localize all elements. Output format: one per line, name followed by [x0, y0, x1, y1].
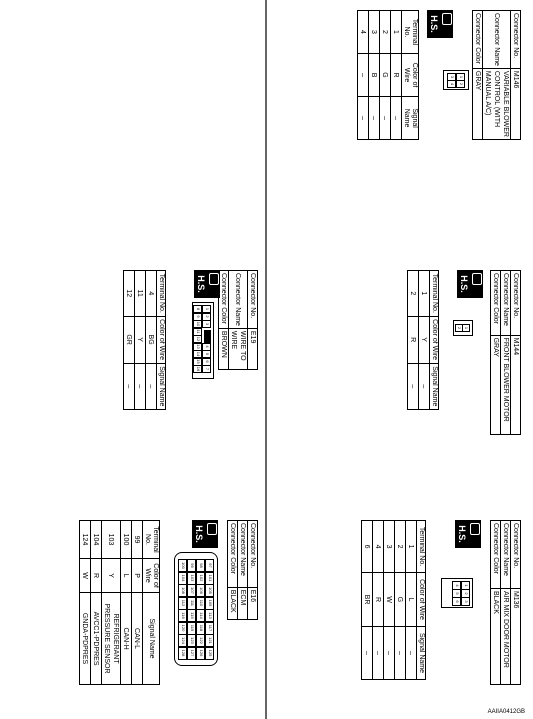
- m144-color-label: Connector Color: [491, 271, 501, 336]
- table-row: 6 BR –: [362, 521, 373, 680]
- e16-pin: 101: [205, 572, 214, 585]
- e16-pin: 100: [178, 559, 187, 572]
- table-row: 2 G –: [380, 11, 391, 140]
- e16-pin: 123: [187, 634, 196, 647]
- e16-pin: 114: [196, 609, 205, 622]
- e19-hs-icon: H.S.: [194, 270, 220, 298]
- e16-pin: 108: [178, 584, 187, 597]
- e19-pin: 4: [202, 343, 211, 351]
- m144-name: FRONT BLOWER MOTOR: [501, 335, 511, 434]
- e19-key: [204, 330, 211, 344]
- col-signal: Signal Name: [143, 593, 160, 685]
- e19-header-table: [218, 270, 258, 370]
- m144-hs-icon: H.S.: [457, 270, 483, 298]
- col-color: Color of Wire: [143, 559, 160, 593]
- figure-code: AAIIA0412GB: [487, 709, 525, 715]
- e19-pin: 12: [193, 335, 202, 343]
- m144-no: M144: [511, 335, 521, 434]
- m144-connector-face: [453, 320, 473, 336]
- e16-color-label: Connector Color: [228, 521, 238, 588]
- e16-pin: 105: [205, 584, 214, 597]
- e16-connector-face: [174, 552, 218, 666]
- m146-color-label: Connector Color: [473, 11, 483, 69]
- m146-name-label: Connector Name: [483, 11, 511, 69]
- col-color: Color of Wire: [417, 573, 426, 627]
- e19-pin: 15: [193, 358, 202, 366]
- e16-pin: 112: [178, 597, 187, 610]
- e16-pin: 125: [205, 647, 214, 660]
- e19-connector-face: [192, 302, 214, 379]
- m136-pin: 2: [461, 589, 470, 598]
- e19-name-label: Connector Name: [229, 271, 248, 329]
- col-signal: Signal Name: [430, 363, 439, 409]
- e16-pin: 127: [187, 647, 196, 660]
- e19-color-label: Connector Color: [219, 271, 229, 329]
- m146-pin: 1: [456, 73, 465, 81]
- m146-name: VARIABLE BLOWER CONTROL (WITH MANUAL A/C): [483, 68, 511, 139]
- e16-pin: 104: [178, 572, 187, 585]
- m144-color: GRAY: [491, 335, 501, 434]
- e16-terminal-table: [79, 520, 160, 685]
- m144-pin: 2: [455, 324, 463, 332]
- table-row: 4 BG –: [146, 271, 157, 410]
- col-signal: Signal Name: [402, 97, 419, 140]
- col-color: Color of Wire: [157, 316, 166, 363]
- m136-pin: 5: [452, 589, 461, 598]
- e19-pin: 11: [193, 328, 202, 336]
- e16-no: E16: [248, 587, 258, 619]
- col-terminal: Terminal No.: [417, 521, 426, 573]
- e19-pin: 14: [193, 350, 202, 358]
- m146-no-label: Connector No.: [511, 11, 521, 69]
- col-terminal: Terminal No.: [430, 271, 439, 317]
- e19-pin: 3: [202, 320, 211, 328]
- m146-hs-icon: H.S.: [427, 10, 453, 38]
- e19-name: WIRE TO WIRE: [229, 328, 248, 369]
- e19-pin: 7: [202, 365, 211, 373]
- e16-no-label: Connector No.: [248, 521, 258, 588]
- m136-terminal-table: [361, 520, 426, 680]
- table-row: 4 R –: [373, 521, 384, 680]
- table-row: 4 – –: [358, 11, 369, 140]
- e16-color: BLACK: [228, 587, 238, 619]
- m136-color: BLACK: [491, 588, 501, 684]
- m136-pin: 4: [452, 581, 461, 590]
- e16-pin: 120: [178, 622, 187, 635]
- connector-m144: [409, 270, 521, 435]
- m136-color-label: Connector Color: [491, 521, 501, 589]
- m146-pin: 4: [447, 80, 456, 88]
- table-row: 1 L –: [406, 521, 417, 680]
- m146-no: M146: [511, 68, 521, 139]
- e19-pin: 9: [193, 313, 202, 321]
- e19-pin: 2: [202, 313, 211, 321]
- col-terminal: Terminal No.: [143, 521, 160, 559]
- connector-e16: [81, 520, 258, 674]
- m144-name-label: Connector Name: [501, 271, 511, 336]
- e19-color: BROWN: [219, 328, 229, 369]
- e16-pin: 128: [178, 647, 187, 660]
- e16-pin: 110: [196, 597, 205, 610]
- m136-pin: 1: [461, 581, 470, 590]
- e16-name: ECM: [238, 587, 248, 619]
- col-color: Color of Wire: [402, 53, 419, 96]
- table-row: 100 L CAN-H: [121, 521, 132, 685]
- m146-header-table: [472, 10, 521, 140]
- m136-hs-icon: H.S.: [455, 520, 481, 548]
- e16-pin: 102: [196, 572, 205, 585]
- connector-m146: [359, 10, 521, 140]
- m144-pin: 1: [462, 324, 470, 332]
- m144-header-table: [490, 270, 521, 435]
- e16-pin: 98: [196, 559, 205, 572]
- m146-pin: 2: [456, 80, 465, 88]
- m144-no-label: Connector No.: [511, 271, 521, 336]
- table-row: 99 P CAN-L: [132, 521, 143, 685]
- m144-terminal-table: [407, 270, 439, 410]
- m136-name: AIR MIX DOOR MOTOR: [501, 588, 511, 684]
- e16-pin: 117: [205, 622, 214, 635]
- table-row: 12 GR –: [124, 271, 135, 410]
- e19-pin: 13: [193, 343, 202, 351]
- e19-pin: 1: [202, 305, 211, 313]
- e16-pin: 126: [196, 647, 205, 660]
- table-row: 103 Y REFRIGERANT PRESSURE SENSOR: [102, 521, 121, 685]
- m136-no-label: Connector No.: [511, 521, 521, 589]
- e16-pin: 99: [187, 559, 196, 572]
- e16-pin: 118: [196, 622, 205, 635]
- e16-pin: 119: [187, 622, 196, 635]
- table-row: 124 W GNDA-PDPRES: [80, 521, 91, 685]
- connector-m136: [363, 520, 521, 685]
- e16-pin: 97: [205, 559, 214, 572]
- e16-hs-icon: H.S.: [192, 520, 218, 548]
- m146-terminal-table: [357, 10, 419, 140]
- e16-pin: 109: [205, 597, 214, 610]
- m146-color: GRAY: [473, 68, 483, 139]
- table-row: 11 Y –: [135, 271, 146, 410]
- e19-pin: 10: [193, 320, 202, 328]
- e16-pin: 106: [196, 584, 205, 597]
- section-divider: [265, 0, 267, 719]
- m146-connector-face: [443, 70, 469, 90]
- col-terminal: Terminal No.: [402, 11, 419, 54]
- e19-terminal-table: [123, 270, 166, 410]
- table-row: 3 B –: [369, 11, 380, 140]
- e16-pin: 116: [178, 609, 187, 622]
- e19-pin: 16: [193, 365, 202, 373]
- e16-header-table: [227, 520, 258, 620]
- e16-pin: 111: [187, 597, 196, 610]
- e19-no: E19: [248, 328, 258, 369]
- table-row: 104 R AVCC1-PDPRES: [91, 521, 102, 685]
- e16-name-label: Connector Name: [238, 521, 248, 588]
- e16-pin: 124: [178, 634, 187, 647]
- e16-pin: 122: [196, 634, 205, 647]
- table-row: 3 W –: [384, 521, 395, 680]
- col-terminal: Terminal No.: [157, 271, 166, 317]
- connector-e19: [125, 270, 258, 407]
- col-signal: Signal Name: [417, 626, 426, 679]
- e16-pin: 121: [205, 634, 214, 647]
- e16-pin: 103: [187, 572, 196, 585]
- m146-pin: 3: [447, 73, 456, 81]
- e19-pin: 6: [202, 358, 211, 366]
- table-row: 1 R –: [391, 11, 402, 140]
- table-row: 2 G –: [395, 521, 406, 680]
- e19-pin: 5: [202, 350, 211, 358]
- e16-pin: 115: [187, 609, 196, 622]
- col-color: Color of Wire: [430, 316, 439, 363]
- e19-pin: 8: [193, 305, 202, 313]
- m136-pin: 6: [452, 597, 461, 606]
- m136-name-label: Connector Name: [501, 521, 511, 589]
- table-row: 1 Y –: [419, 271, 430, 410]
- table-row: 2 R –: [408, 271, 419, 410]
- e19-no-label: Connector No.: [248, 271, 258, 329]
- m136-connector-face: [441, 578, 473, 608]
- e16-pin: 113: [205, 609, 214, 622]
- e16-pin: 107: [187, 584, 196, 597]
- m136-pin: 3: [461, 597, 470, 606]
- col-signal: Signal Name: [157, 363, 166, 409]
- m136-header-table: [490, 520, 521, 685]
- m136-no: M136: [511, 588, 521, 684]
